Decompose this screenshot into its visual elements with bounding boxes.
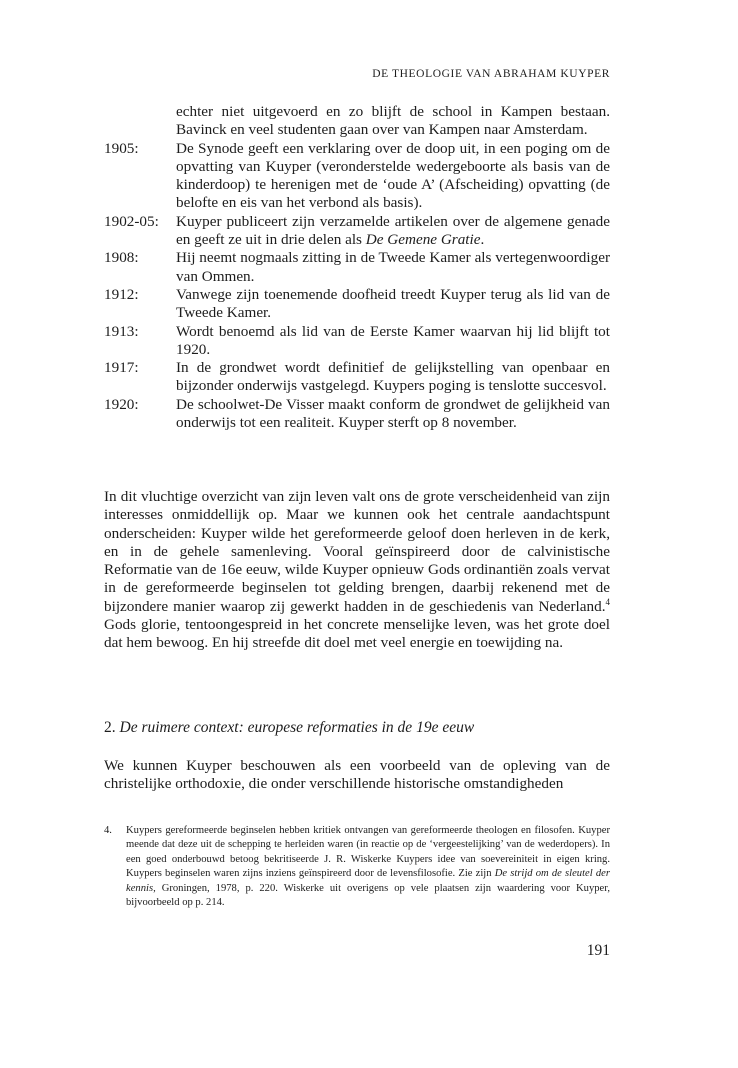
footnote-text <box>126 824 610 910</box>
running-head: DE THEOLOGIE VAN ABRAHAM KUYPER <box>372 68 610 80</box>
section-number: 2. <box>104 719 116 736</box>
timeline-text: Wordt benoemd als lid van de Eerste Kamer waarvan hij lid blijft tot 1920. <box>176 322 610 358</box>
footnote <box>104 824 610 910</box>
timeline-entry <box>104 323 610 360</box>
timeline-year: 1917: <box>104 359 139 377</box>
timeline-year: 1920: <box>104 395 139 413</box>
timeline-text: De schoolwet-De Visser maakt conform de grondwet de gelijkheid van onderwijs tot een realiteit. Kuyper sterft op 8 november. <box>176 395 610 432</box>
timeline-year: 1902-05: <box>104 212 159 230</box>
timeline-entry <box>104 140 610 213</box>
section-heading <box>104 719 610 737</box>
timeline-entry <box>104 103 610 140</box>
page-number: 191 <box>586 942 610 959</box>
paragraph-text: In dit vluchtige overzicht van zijn leven valt ons de grote verscheidenheid van zijn interesses onmiddellijk op. Maar we kunnen ook het centrale aandachtspunt onderscheiden: Kuyper wilde het gereformeerde geloof doen herleven in de kerk, en in de gehele samenleving. Vooral geïnspireerd door de calvinistische Reformatie van de 16e eeuw, wilde Kuyper opnieuw Gods ordinantiën zoals vervat in de gereformeerde beginselen tot gelding brengen, daarbij rekenend met de bijzondere manier waarop zij gewerkt hadden in de geschiedenis van Nederland. <box>104 488 610 615</box>
footnote-text-main: Kuypers gereformeerde beginselen hebben kritiek ontvangen van gereformeerde theologen en filosofen. Kuyper meende dat deze uit de schepping te herleiden waren (in reactie op de ‘vergeestelijking’ van de wederdopers). In een goed onderbouwd betoog bekritiseerde J. R. Wiskerke Kuypers idee van soevereiniteit in eigen kring. Kuypers beginselen waren zijns inziens geïnspireerd door de levensfilosofie. Zie zijn <box>126 825 610 880</box>
timeline-text-tail: . <box>480 231 485 249</box>
timeline-text: Hij neemt nogmaals zitting in de Tweede Kamer als vertegenwoordiger van Ommen. <box>176 249 610 285</box>
timeline-year: 1912: <box>104 285 139 303</box>
timeline-entry <box>104 249 610 286</box>
timeline-entry <box>104 286 610 323</box>
footnote-book-title: De strijd om de sleutel der kennis, <box>126 868 610 894</box>
book-title: De Gemene Gratie <box>365 231 481 249</box>
timeline-year: 1905: <box>104 139 139 157</box>
timeline-text: Vanwege zijn toenemende doofheid treedt Kuyper terug als lid van de Tweede Kamer. <box>176 285 610 322</box>
timeline-year: 1908: <box>104 249 139 267</box>
paragraph-text-tail: Gods glorie, tentoongespreid in het concrete menselijke leven, was het grote doel dat hem bewoog. En hij streefde dit doel met veel energie en toewijding na. <box>104 616 610 652</box>
section-title: De ruimere context: europese reformaties in de 19e eeuw <box>119 719 475 736</box>
body-paragraph: We kunnen Kuyper beschouwen als een voorbeeld van de opleving van de christelijke orthodoxie, die onder verschillende historische omstandigheden <box>104 757 610 793</box>
timeline-text <box>176 213 610 250</box>
footnote-number: 4. <box>104 825 112 836</box>
timeline-text: De Synode geeft een verklaring over de doop uit, in een poging om de opvatting van Kuyper (veronderstelde wedergeboorte als basis van de kinderdoop) te herenigen met de ‘oude A’ (Afscheiding) opvatting (de belofte en eis van het verbond als basis). <box>176 139 610 212</box>
footnote-text-tail: Groningen, 1978, p. 220. Wiskerke uit overigens op vele plaatsen zijn waardering voor Kuyper, bijvoorbeeld op p. 214. <box>126 882 610 909</box>
timeline-text-main: Kuyper publiceert zijn verzamelde artikelen over de algemene genade en geeft ze uit in drie delen als <box>176 212 610 249</box>
timeline-entry <box>104 396 610 433</box>
body-paragraph <box>104 488 610 653</box>
timeline <box>104 103 610 432</box>
timeline-entry <box>104 359 610 396</box>
timeline-text: In de grondwet wordt definitief de gelijkstelling van openbaar en bijzonder onderwijs vastgelegd. Kuypers poging is tenslotte succesvol. <box>176 359 610 395</box>
footnote-reference: 4 <box>605 596 610 607</box>
timeline-year <box>104 103 176 140</box>
timeline-text: echter niet uitgevoerd en zo blijft de school in Kampen bestaan. Bavinck en veel studenten gaan over van Kampen naar Amsterdam. <box>176 103 610 139</box>
timeline-entry <box>104 213 610 250</box>
timeline-year: 1913: <box>104 322 139 340</box>
